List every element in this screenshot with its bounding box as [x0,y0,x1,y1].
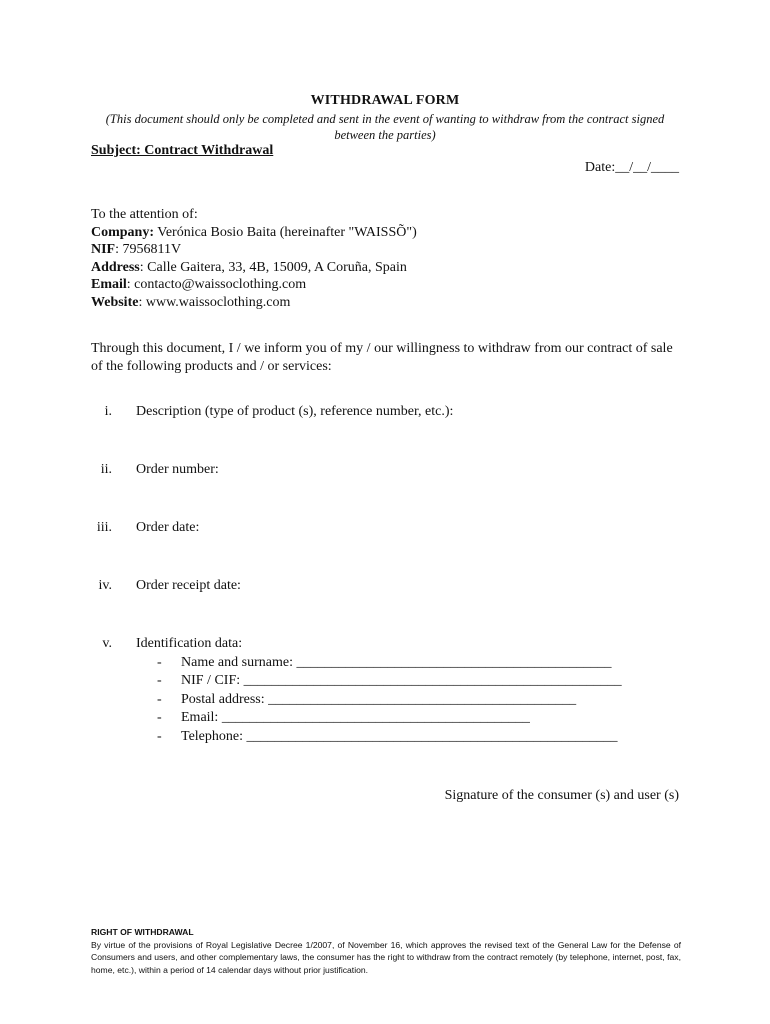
field-text: Email: ____________________________________________ [181,710,530,725]
nif-cif-field[interactable] [157,673,622,689]
document-subtitle: (This document should only be completed and sent in the event of wanting to withdraw from the contract signed between the parties) [105,112,665,142]
item-label: Order number: [136,462,219,477]
item-number: iv. [98,578,112,593]
field-text: NIF / CIF: ______________________________________________________ [181,673,622,688]
item-number: ii. [100,462,112,477]
item-label: Description (type of product (s), reference number, etc.): [136,404,454,419]
field-text: Telephone: _____________________________________________________ [181,729,618,744]
website-label: Website [91,294,139,310]
nif-value: : 7956811V [115,242,182,257]
footer-text: By virtue of the provisions of Royal Legislative Decree 1/2007, of November 16, which approves the revised text of the General Law for the Defense of Consumers and users, and other complementary laws, the consumer has the right to withdraw from the contract remotely (by telephone, internet, post, fax, home, etc.), within a period of 14 calendar days without prior justification. [91,939,681,975]
address-value: : Calle Gaitera, 33, 4B, 15009, A Coruña, Spain [139,259,407,275]
item-number: iii. [96,520,112,535]
postal-address-field[interactable] [157,692,576,708]
email-value: : contacto@waissoclothing.com [126,277,307,292]
item-number: i. [104,404,112,419]
website-value: : www.waissoclothing.com [138,294,291,310]
company-value: Verónica Bosio Baita (hereinafter "WAISSÕ") [154,224,417,240]
bullet-dash: - [157,729,162,744]
signature-line: Signature of the consumer (s) and user (s) [444,788,679,803]
bullet-dash: - [157,710,162,725]
item-label: Identification data: [136,636,243,651]
footer-title: RIGHT OF WITHDRAWAL [91,927,194,937]
company-line [91,224,417,242]
address-label: Address [91,259,140,275]
company-label: Company: [91,224,155,240]
bullet-dash: - [157,692,162,707]
item-label: Order date: [136,520,200,535]
address-line [91,259,417,277]
email-label: Email [91,277,127,292]
website-line [91,294,417,312]
name-surname-field[interactable] [157,655,611,671]
attention-intro: To the attention of: [91,207,198,222]
item-number: v. [102,636,112,651]
nif-label: NIF [91,242,116,257]
withdrawal-statement: Through this document, I / we inform you of my / our willingness to withdraw from our contract of sale of the following products and / or services: [91,341,673,374]
date-line: Date:__/__/____ [584,160,679,175]
field-text: Name and surname: _____________________________________________ [181,655,612,670]
nif-line [91,241,417,259]
email-field[interactable] [157,710,530,726]
right-of-withdrawal-note [91,926,681,976]
subject-line: Subject: Contract Withdrawal [91,143,274,158]
recipient-block [91,206,417,311]
document-title: WITHDRAWAL FORM [310,93,460,108]
bullet-dash: - [157,655,162,670]
item-label: Order receipt date: [136,578,241,593]
telephone-field[interactable] [157,729,618,745]
bullet-dash: - [157,673,162,688]
field-text: Postal address: ____________________________________________ [181,692,577,707]
email-line [91,276,417,294]
